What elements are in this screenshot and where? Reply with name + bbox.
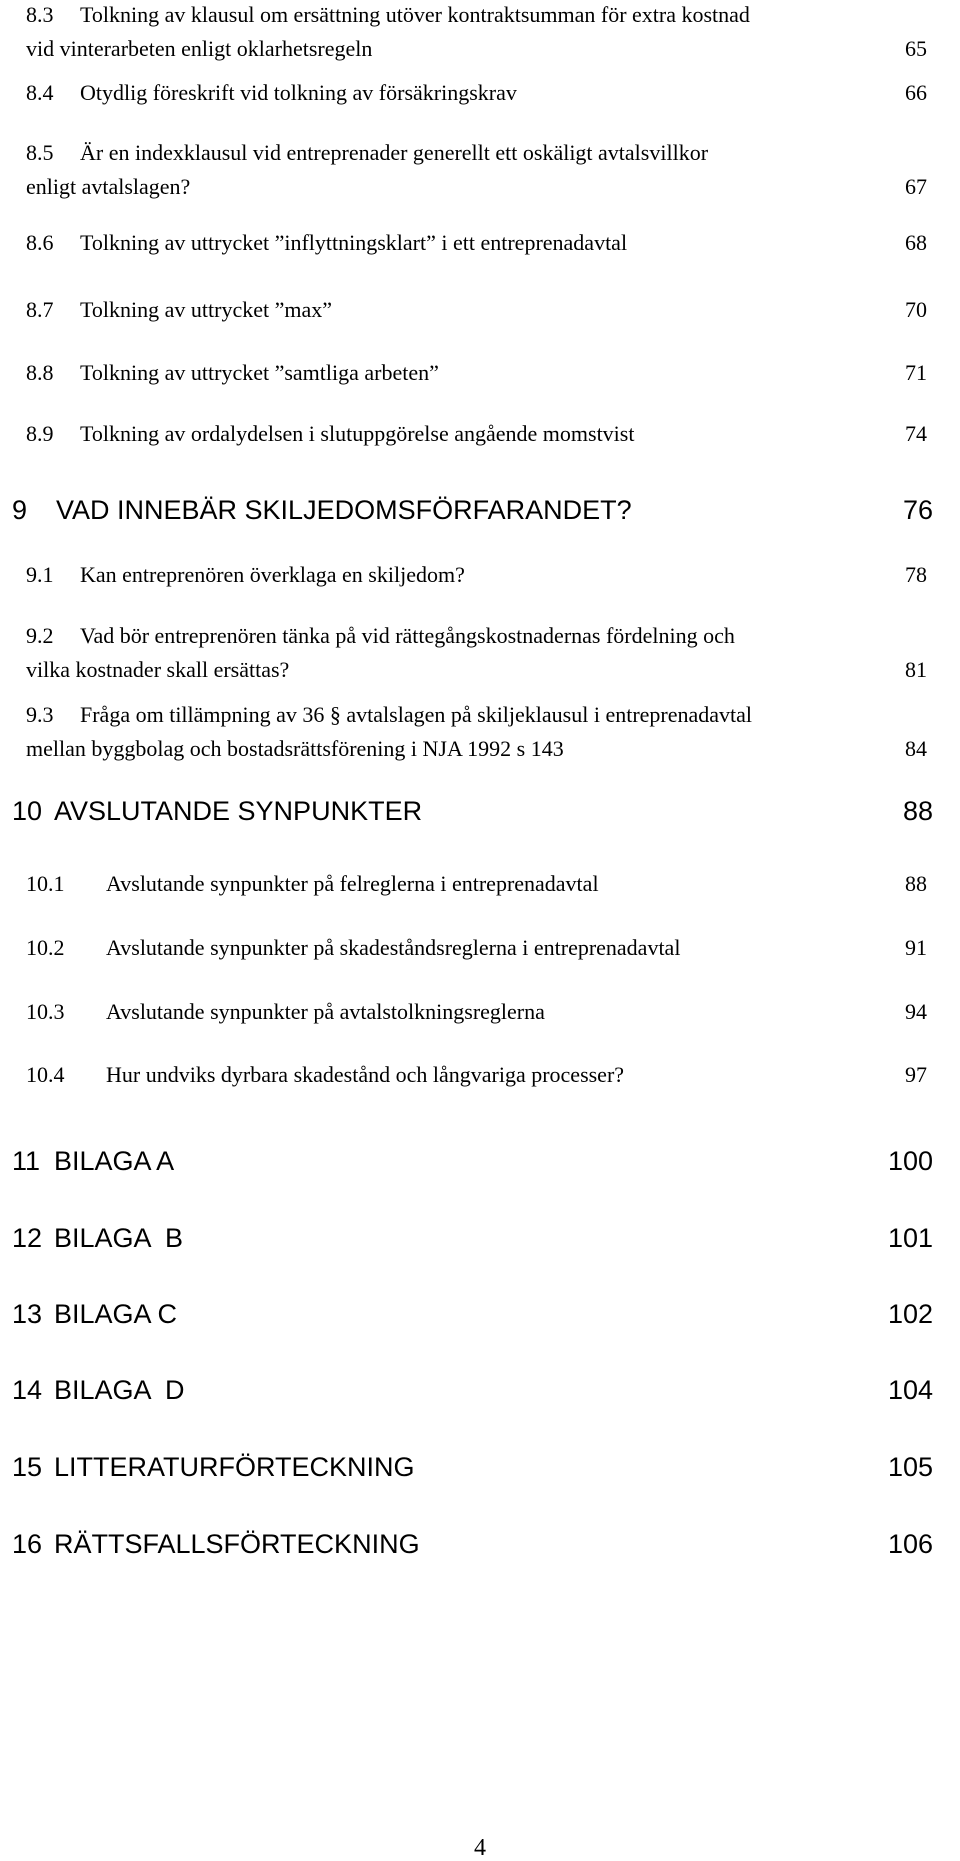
toc-entry-number: 8.3 [26,2,54,27]
toc-entry-number: 10.1 [26,871,65,896]
toc-entry-page: 68 [905,230,927,255]
toc-entry-title-line: Avslutande synpunkter på felreglerna i entreprenadavtal [106,871,599,896]
toc-entry-title-line: Vad bör entreprenören tänka på vid rättegångskostnadernas fördelning och [80,623,735,648]
toc-entry-number: 8.7 [26,297,54,322]
toc-entry-page: 105 [887,1452,933,1482]
toc-entry-page: 88 [905,871,927,896]
toc-entry-number: 10.3 [26,999,65,1024]
toc-entry-title-line: mellan byggbolag och bostadsrättsförening i NJA 1992 s 143 [26,736,564,761]
toc-entry-number: 8.8 [26,360,54,385]
toc-entry-title-line: Tolkning av ordalydelsen i slutuppgörelse angående momstvist [80,421,635,446]
toc-entry-number: 8.4 [26,80,54,105]
toc-entry-number: 11 [12,1146,41,1176]
toc-entry-title-line: AVSLUTANDE SYNPUNKTER [54,796,423,826]
toc-entry-number: 9 [12,495,28,525]
toc-entry-title-line: RÄTTSFALLSFÖRTECKNING [54,1529,420,1559]
toc-entry-title-line: VAD INNEBÄR SKILJEDOMSFÖRFARANDET? [56,495,632,525]
toc-entry-title-line: BILAGA B [54,1223,184,1253]
toc-entry-number: 8.9 [26,421,54,446]
toc-entry-page: 106 [887,1529,933,1559]
toc-entry-page: 84 [905,736,927,761]
toc-entry-page: 66 [905,80,927,105]
toc-entry-number: 8.5 [26,140,54,165]
toc-entry-title-line: BILAGA A [54,1146,175,1176]
toc-entry-number: 15 [12,1452,43,1482]
toc-entry-title-line: Otydlig föreskrift vid tolkning av försäkringskrav [80,80,517,105]
toc-entry-page: 81 [905,657,927,682]
toc-entry-page: 104 [887,1375,933,1405]
toc-entry-page: 67 [905,174,927,199]
toc-entry-title-line: Tolkning av uttrycket ”inflyttningsklart” i ett entreprenadavtal [80,230,628,255]
toc-entry-page: 91 [905,935,927,960]
toc-entry-title-line: BILAGA C [54,1299,178,1329]
page-number: 4 [474,1835,486,1861]
toc-entry-title-line: vilka kostnader skall ersättas? [26,657,290,682]
toc-entry-title-line: BILAGA D [54,1375,185,1405]
toc-entry-number: 9.1 [26,562,54,587]
toc-entry-page: 65 [905,36,927,61]
toc-entry-page: 102 [887,1299,933,1329]
toc-entry-number: 10.2 [26,935,65,960]
toc-entry-page: 97 [905,1062,927,1087]
toc-entry-title-line: enligt avtalslagen? [26,174,191,199]
toc-entry-page: 74 [905,421,927,446]
toc-entry-page: 76 [902,495,933,525]
toc-entry-page: 88 [902,796,933,826]
toc-entry-page: 101 [887,1223,933,1253]
toc-entry-number: 16 [12,1529,43,1559]
toc-entry-title-line: Avslutande synpunkter på skadeståndsreglerna i entreprenadavtal [106,935,681,960]
toc-entry-number: 10.4 [26,1062,65,1087]
toc-entry-page: 71 [905,360,927,385]
toc-entry-title-line: Hur undviks dyrbara skadestånd och långvariga processer? [106,1062,625,1087]
toc-entry-title-line: Tolkning av uttrycket ”max” [80,297,332,322]
toc-entry-page: 94 [905,999,927,1024]
toc-entry-title-line: Kan entreprenören överklaga en skiljedom? [80,562,465,587]
toc-entry-title-line: vid vinterarbeten enligt oklarhetsregeln [26,36,373,61]
toc-entry-number: 10 [12,796,43,826]
toc-entry-number: 12 [12,1223,43,1253]
toc-entry-title-line: LITTERATURFÖRTECKNING [54,1452,415,1482]
toc-entry-number: 9.3 [26,702,54,727]
toc-entry-title-line: Tolkning av uttrycket ”samtliga arbeten” [80,360,439,385]
toc-entry-title-line: Fråga om tillämpning av 36 § avtalslagen på skiljeklausul i entreprenadavtal [80,702,753,727]
toc-entry-page: 78 [905,562,927,587]
toc-entry-number: 8.6 [26,230,54,255]
toc-entry-title-line: Avslutande synpunkter på avtalstolkningsreglerna [106,999,545,1024]
toc-entry-title-line: Tolkning av klausul om ersättning utöver kontraktsumman för extra kostnad [80,2,750,27]
toc-entry-title-line: Är en indexklausul vid entreprenader generellt ett oskäligt avtalsvillkor [80,140,709,165]
toc-entry-page: 100 [887,1146,933,1176]
toc-entry-number: 9.2 [26,623,54,648]
toc-entry-number: 14 [12,1375,43,1405]
toc-entry-number: 13 [12,1299,43,1329]
toc-entry-page: 70 [905,297,927,322]
